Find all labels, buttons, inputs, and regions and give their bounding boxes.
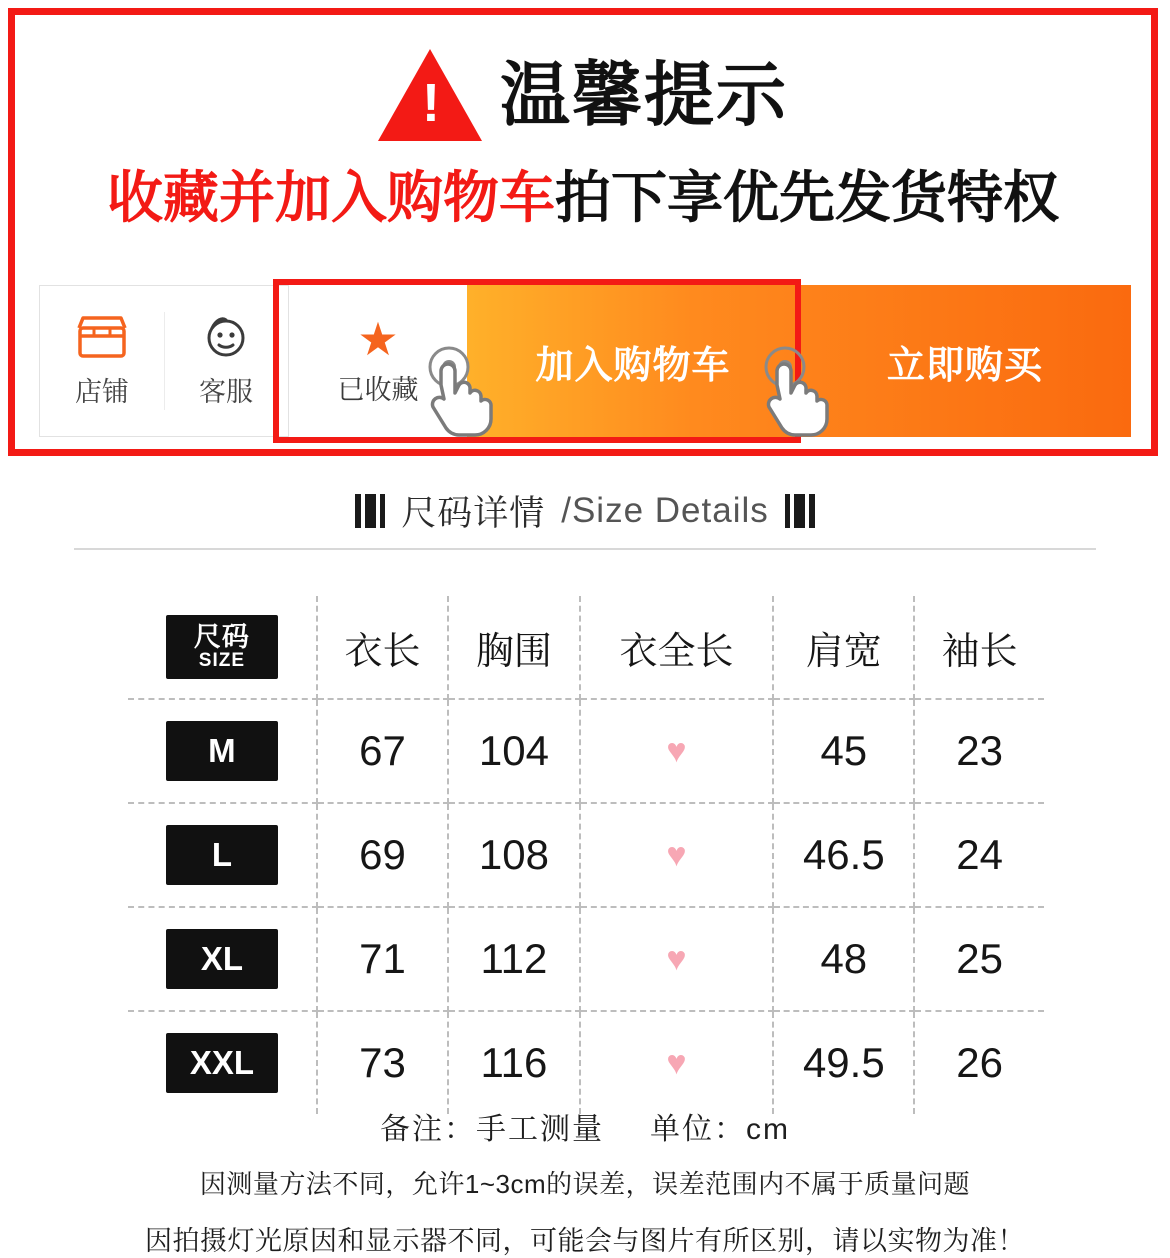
cell-length: 71	[317, 907, 448, 1011]
table-header-row	[128, 596, 1044, 699]
page-title: 温馨提示	[500, 56, 788, 134]
table-row	[128, 803, 1044, 907]
size-details-title-cn: 尺码详情	[401, 494, 546, 533]
note-measure: 备注：手工测量	[380, 1113, 604, 1146]
cell-sleeve: 26	[956, 1039, 1003, 1086]
size-header-chip-en: SIZE	[198, 650, 246, 672]
table-header-full-length: 衣全长	[580, 596, 774, 699]
cell-shoulder: 45	[773, 699, 914, 803]
divider	[74, 548, 1096, 550]
size-chip: XXL	[166, 1033, 278, 1094]
table-row	[128, 1011, 1044, 1114]
table-header-sleeve: 袖长	[914, 596, 1044, 699]
table-header-size	[128, 596, 317, 699]
cell-bust: 112	[448, 907, 579, 1011]
add-to-cart-button[interactable]: 加入购物车	[535, 344, 731, 387]
cell-length: 73	[317, 1011, 448, 1114]
promo-title-row	[15, 49, 1151, 141]
action-bar-right	[289, 285, 1131, 437]
promo-banner	[8, 8, 1158, 456]
cell-bust: 108	[448, 803, 579, 907]
cell-sleeve: 25	[914, 907, 1044, 1011]
action-bar	[39, 285, 1131, 437]
table-header-shoulder: 肩宽	[773, 596, 914, 699]
cell-length: 69	[317, 803, 448, 907]
table-header-length: 衣长	[317, 596, 448, 699]
size-details-title-en: /Size Details	[561, 491, 769, 530]
barcode-icon-left	[355, 494, 385, 528]
size-chip: L	[166, 825, 278, 886]
cell-size	[128, 1011, 317, 1114]
table-row	[128, 907, 1044, 1011]
shop-button-label: 店铺	[75, 376, 129, 407]
promo-subtitle	[15, 167, 1151, 229]
table-row	[128, 699, 1044, 803]
cell-sleeve: 23	[914, 699, 1044, 803]
notes	[0, 1104, 1170, 1258]
cell-shoulder: 49.5	[773, 1011, 914, 1114]
size-header-chip	[166, 615, 278, 679]
cell-size	[128, 907, 317, 1011]
promo-subtitle-normal: 拍下享优先发货特权	[555, 166, 1059, 229]
heart-icon: ♥	[580, 1011, 774, 1114]
cell-sleeve: 24	[914, 803, 1044, 907]
service-button-label: 客服	[199, 376, 253, 407]
favorite-button-label: 已收藏	[337, 374, 419, 405]
barcode-icon-right	[785, 494, 815, 528]
star-icon: ★	[357, 312, 399, 365]
note-line-1	[0, 1104, 1170, 1148]
heart-icon: ♥	[580, 907, 774, 1011]
customer-service-icon	[198, 314, 254, 360]
cell-bust: 116	[448, 1011, 579, 1114]
cell-size	[128, 803, 317, 907]
promo-subtitle-highlight: 收藏并加入购物车	[107, 166, 555, 229]
service-button[interactable]	[164, 286, 288, 436]
cell-length: 67	[317, 699, 448, 803]
cell-size	[128, 699, 317, 803]
table-header-bust: 胸围	[448, 596, 579, 699]
buy-now-button[interactable]: 立即购买	[886, 344, 1043, 387]
heart-icon: ♥	[580, 699, 774, 803]
shop-button[interactable]	[40, 286, 164, 436]
size-chip: M	[166, 721, 278, 782]
warning-triangle-icon: !	[378, 49, 482, 141]
action-bar-left	[39, 285, 289, 437]
size-table	[128, 596, 1044, 1114]
note-unit: 单位：cm	[650, 1113, 790, 1146]
cell-shoulder: 46.5	[773, 803, 914, 907]
note-line-3: 因拍摄灯光原因和显示器不同，可能会与图片有所区别，请以实物为准！	[145, 1226, 1025, 1256]
note-line-2: 因测量方法不同，允许1~3cm的误差，误差范围内不属于质量问题	[199, 1169, 971, 1199]
favorite-button[interactable]	[289, 285, 467, 437]
cell-shoulder: 48	[773, 907, 914, 1011]
size-details-header	[0, 486, 1170, 536]
cell-bust: 104	[448, 699, 579, 803]
size-header-chip-cn: 尺码	[193, 621, 250, 652]
size-chip: XL	[166, 929, 278, 990]
heart-icon: ♥	[580, 803, 774, 907]
shop-icon	[74, 314, 130, 360]
